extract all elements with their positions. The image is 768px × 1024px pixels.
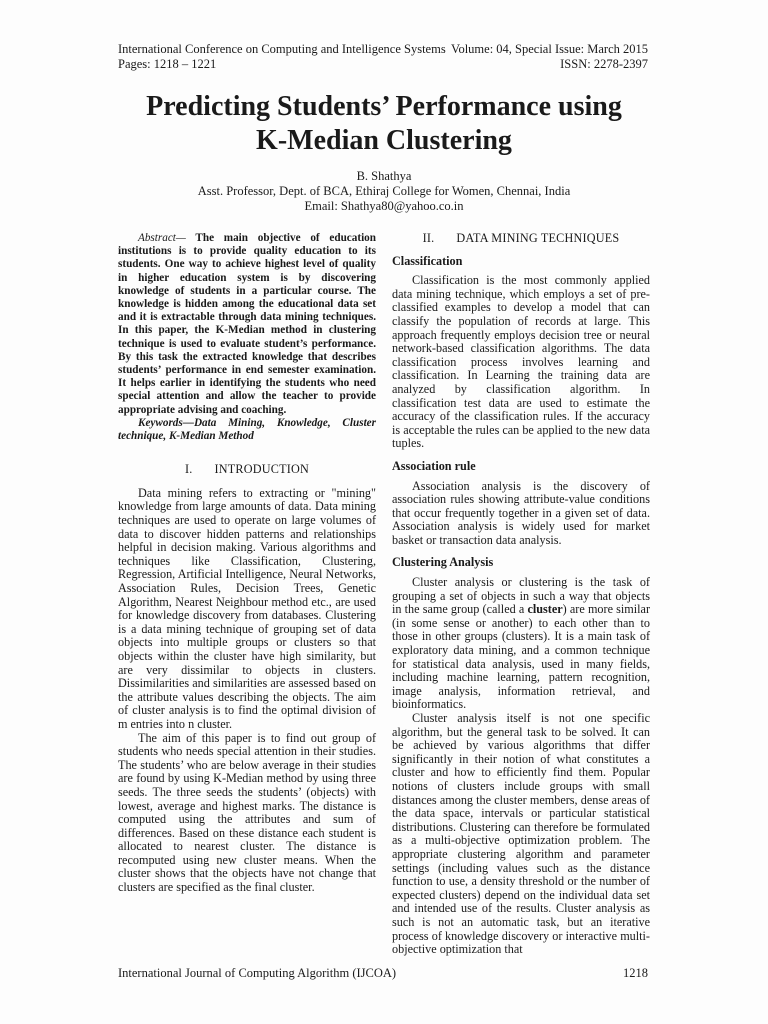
footer-journal: International Journal of Computing Algorithm (IJCOA) (118, 966, 397, 980)
header-left (118, 42, 446, 72)
abstract (118, 232, 376, 417)
section-heading-data-mining (392, 232, 650, 246)
section-title: DATA MINING TECHNIQUES (456, 231, 620, 245)
section-number: I. (185, 462, 193, 477)
title-line-1: Predicting Students’ Performance using (146, 91, 622, 122)
clustering-text-b: ) are more similar (in some sense or another) to each other than to those in other groups (clusters). It is a main task of exploratory data mining, and a common technique for statistical data analysis, used in many fields, including machine learning, pattern recognition, image analysis, information retrieval, and bioinformatics. (392, 602, 651, 712)
issn-info: ISSN: 2278-2397 (560, 57, 648, 71)
author-name: B. Shathya (356, 169, 412, 183)
section-heading-introduction (118, 463, 376, 477)
intro-paragraph-1: Data mining refers to extracting or "mining" knowledge from large amounts of data. Data mining techniques are used to operate on large volumes of data to discover hidden patterns and relationships helpful in decision making. Various algorithms and techniques like Classification, Clustering, Regression, Artificial Intelligence, Neural Networks, Association Rules, Decision Trees, Genetic Algorithm, Nearest Neighbour method etc., are used for knowledge discovery from databases. Clustering is a data mining technique of grouping set of data objects into multiple groups or clusters so that objects within the cluster have high similarity, but are very dissimilar to objects in clusters. Dissimilarities and similarities are assessed based on the attribute values describing the objects. The aim of cluster analysis is to find the optimal division of m entries into n cluster. (118, 485, 376, 731)
clustering-text-a: Cluster analysis or clustering is the task of grouping a set of objects in such a way that objects in the same group (called a (392, 575, 650, 617)
abstract-lead: Abstract— (138, 232, 186, 244)
header-right (451, 42, 648, 72)
association-paragraph: Association analysis is the discovery of association rules showing attribute-value conditions that occur frequently together in a given set of data. Association analysis is widely used for market basket or transaction data analysis. (392, 478, 650, 547)
author-block (60, 169, 708, 214)
right-column (392, 232, 650, 957)
title-line-2: K-Median Clustering (256, 125, 512, 156)
author-affiliation: Asst. Professor, Dept. of BCA, Ethiraj College for Women, Chennai, India (197, 184, 571, 198)
paper-title (60, 90, 708, 158)
section-title: INTRODUCTION (214, 462, 309, 477)
subheading-clustering-analysis: Clustering Analysis (392, 555, 494, 570)
conference-name: International Conference on Computing and Intelligence Systems (118, 42, 446, 56)
volume-info: Volume: 04, Special Issue: March 2015 (451, 42, 648, 56)
left-column (118, 232, 376, 895)
author-email: Email: Shathya80@yahoo.co.in (304, 199, 464, 213)
subheading-association-rule: Association rule (392, 458, 476, 473)
clustering-paragraph-2: Cluster analysis itself is not one specific algorithm, but the general task to be solved. It can be achieved by various algorithms that differ significantly in their notion of what constitutes a cluster and how to efficiently find them. Popular notions of clusters include groups with small distances among the cluster members, dense areas of the data space, intervals or particular statistical distributions. Clustering can therefore be formulated as a multi-objective optimization problem. The appropriate clustering algorithm and parameter settings (including values such as the distance function to use, a density threshold or the number of expected clusters) depend on the individual data set and intended use of the results. Cluster analysis as such is not an automatic task, but an iterative process of knowledge discovery or interactive multi-objective optimization that (392, 711, 650, 957)
footer-page-number: 1218 (623, 966, 648, 980)
intro-paragraph-2: The aim of this paper is to find out group of students who needs special attention in their studies. The students’ who are below average in their studies are found by using K-Median method by using three seeds. The three seeds the students’ (objects) with lowest, average and highest marks. The distance is computed using the attributes and sum of differences. Based on these distance each student is allocated to nearest cluster. The distance is recomputed using new cluster means. When the cluster shows that the objects have not change that clusters are specified as the final cluster. (118, 730, 376, 895)
classification-paragraph: Classification is the most commonly applied data mining technique, which employs a set of pre-classified examples to develop a model that can classify the population of records at large. This approach frequently employs decision tree or neural network-based classification algorithms. The data classification process involves learning and classification. In Learning the training data are analyzed by classification algorithm. In classification test data are used to estimate the accuracy of the classification rules. If the accuracy is acceptable the rules can be applied to the new data tuples. (392, 273, 650, 451)
section-number: II. (422, 231, 435, 245)
page-range: Pages: 1218 – 1221 (118, 57, 217, 71)
clustering-paragraph-1 (392, 576, 650, 712)
clustering-term: cluster (527, 602, 563, 617)
abstract-text: The main objective of education institutions is to provide quality education to its students. One way to achieve highest level of quality in higher education system is by discovering knowledge of students in a particular course. The knowledge is hidden among the educational data set and it is extractable through data mining techniques. In this paper, the K-Median method in clustering technique is used to evaluate student’s performance. By this task the extracted knowledge that describes students’ performance in end semester examination. It helps earlier in identifying the students who need special attention and allow the teacher to provide appropriate advising and coaching. (118, 232, 376, 416)
keywords: Keywords—Data Mining, Knowledge, Cluster technique, K-Median Method (118, 416, 376, 443)
subheading-classification: Classification (392, 253, 463, 268)
